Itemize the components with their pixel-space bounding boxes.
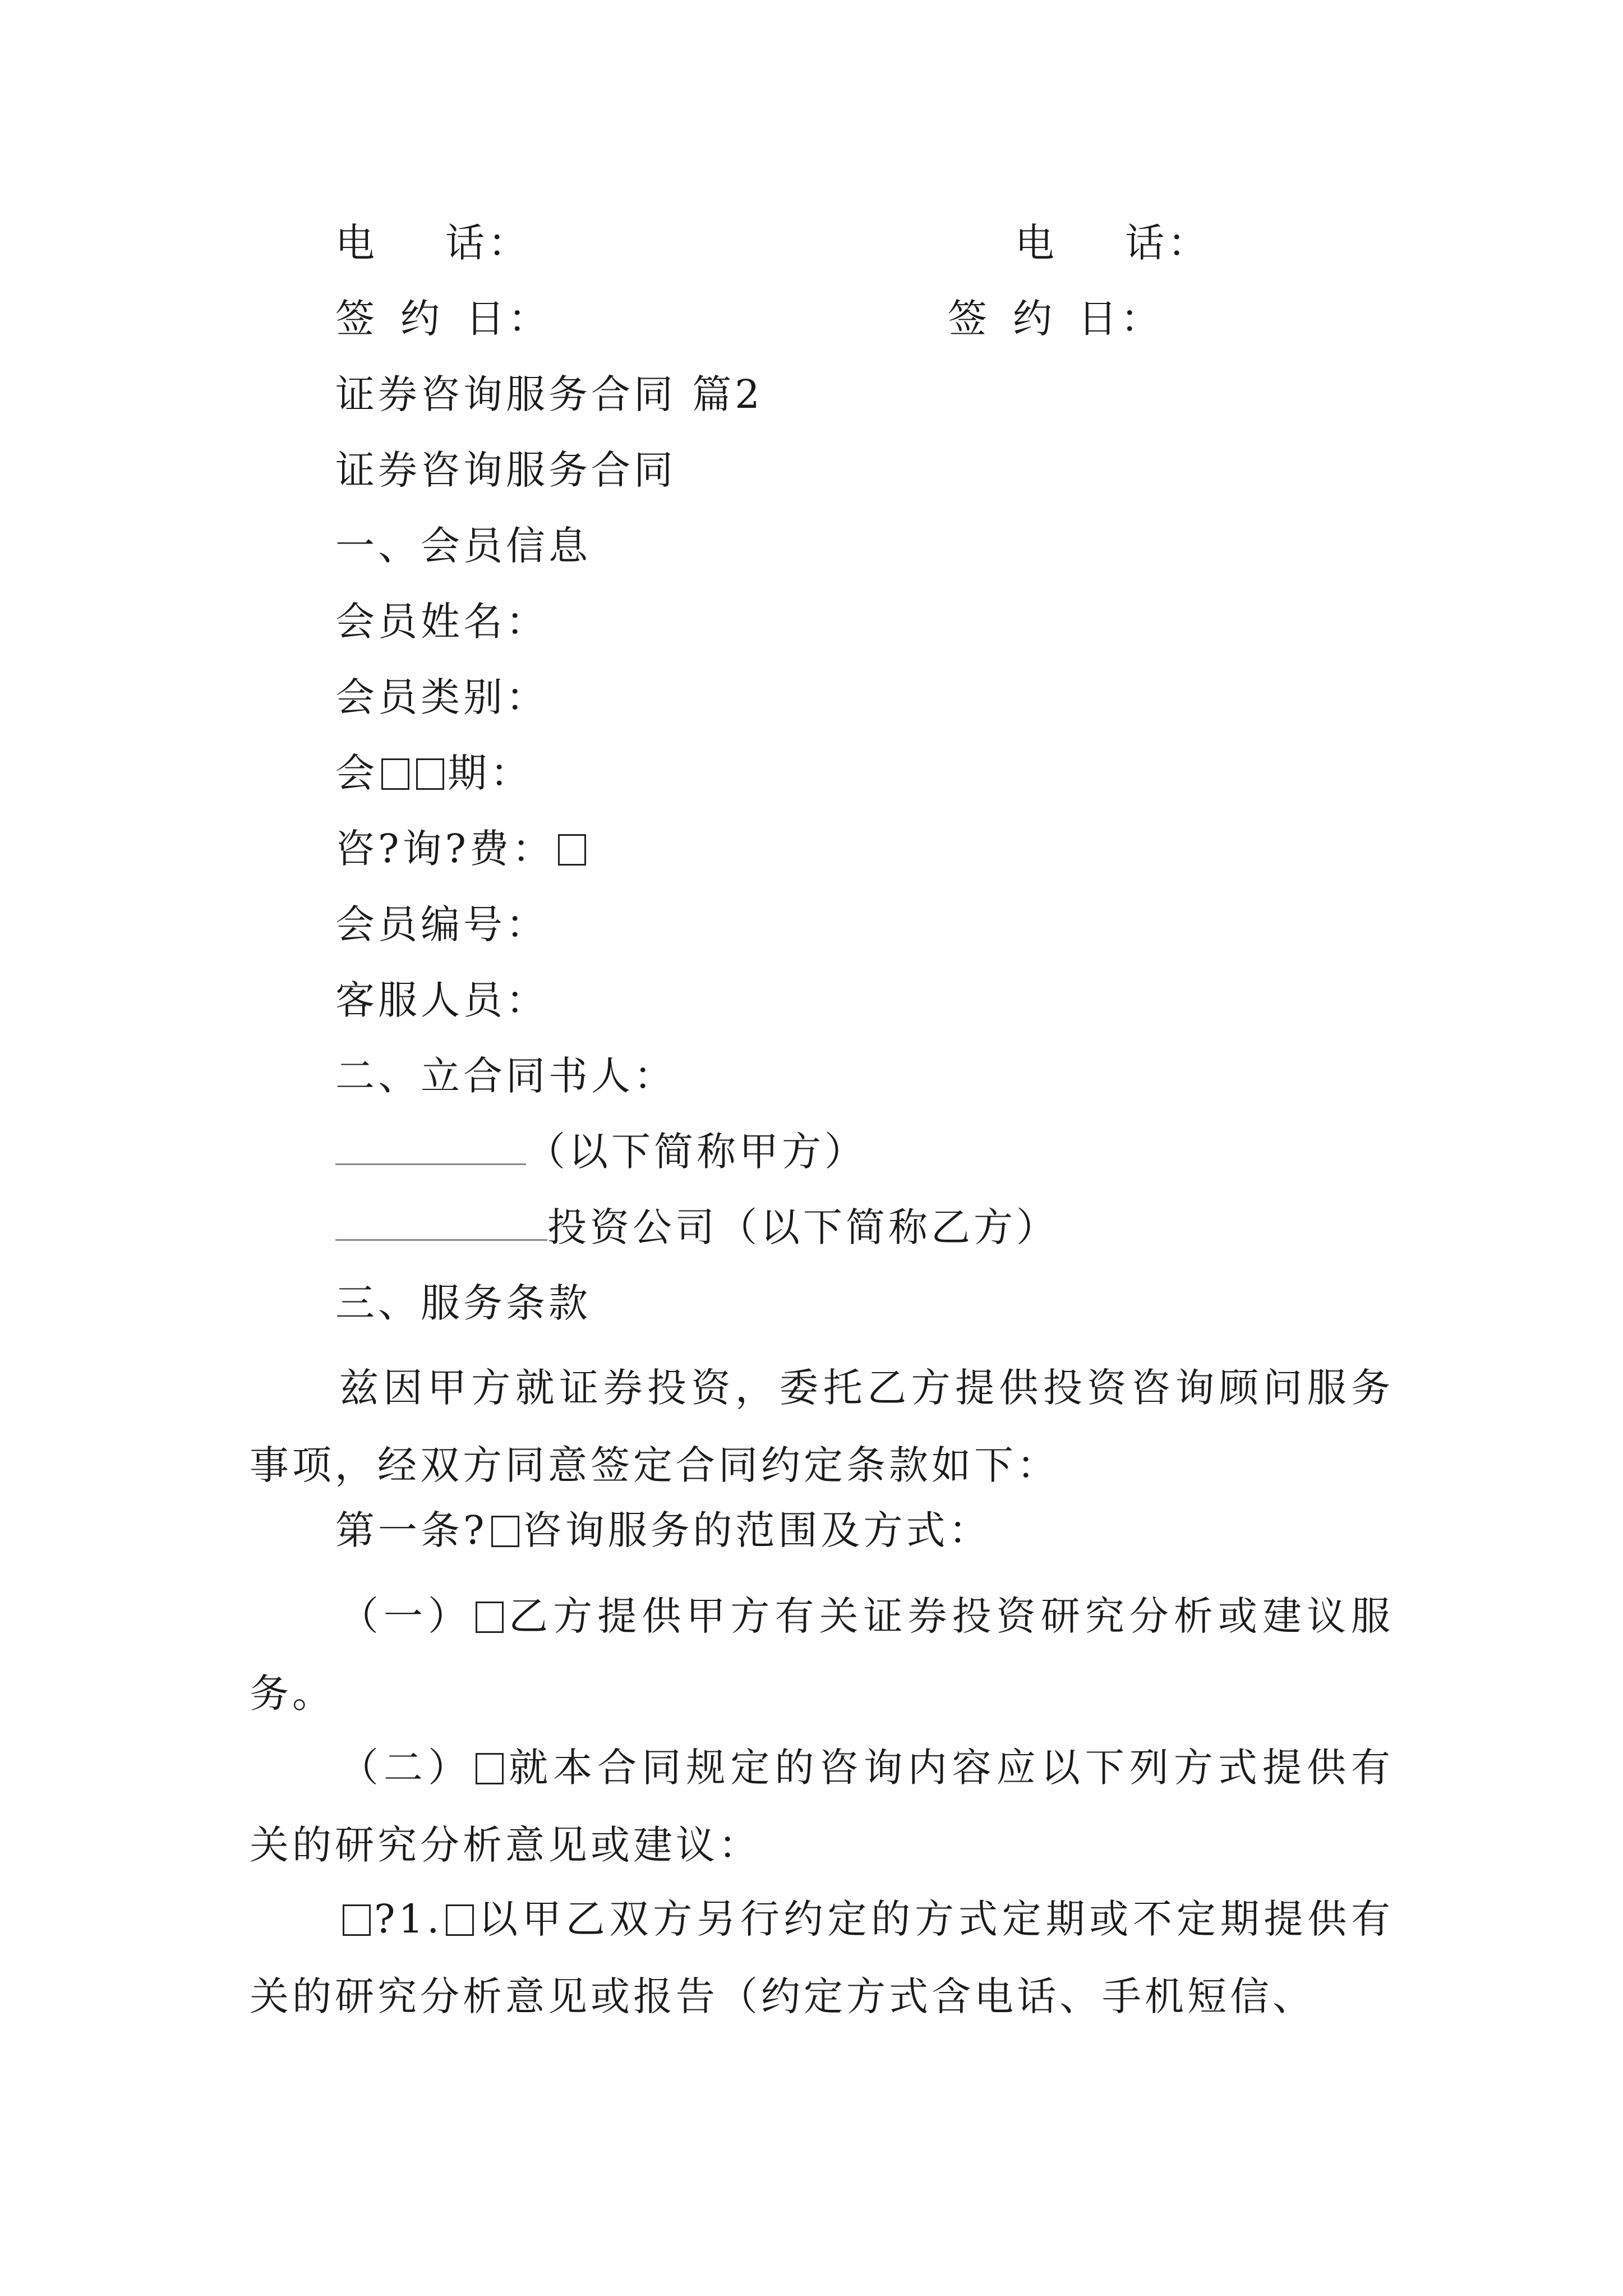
service-staff-label: 客服人员： [335,977,548,1023]
missing-glyph-box [343,1904,371,1936]
party-b-line: 投资公司（以下简称乙方） [335,1202,1059,1253]
missing-glyph-box [446,1904,474,1936]
missing-glyph-box [558,834,586,866]
missing-glyph-box [491,1516,519,1547]
missing-glyph-box [416,758,444,790]
right-phone-label: 电 话： [1015,220,1210,266]
contract-title: 证券咨询服务合同 [335,447,676,493]
member-number-label: 会员编号： [335,901,548,947]
contract-title-with-part: 证券咨询服务合同 篇2 [335,371,763,417]
terms-intro-paragraph: 兹因甲方就证券投资，委托乙方提供投资咨询顾问服务事项，经双方同意签定合同约定条款如下： [250,1365,1394,1488]
missing-glyph-box [381,758,409,790]
item-2-paragraph: （二） 就本合同规定的咨询内容应以下列方式提供有关的研究分析意见或建议： [250,1745,1394,1868]
member-name-label: 会员姓名： [335,599,548,645]
party-a-line: （以下简称甲方） [335,1126,867,1177]
missing-glyph-box [476,1753,504,1784]
article-1-title: 第一条? 咨询服务的范围及方式： [335,1507,992,1553]
parties-heading: 二、立合同书人： [335,1053,676,1099]
missing-glyph-box [476,1602,504,1633]
right-sign-date-label: 签 约 日： [948,296,1163,342]
party-b-blank [335,1203,547,1241]
consulting-fee-label: 咨?询?费： [335,823,589,874]
member-info-heading: 一、会员信息 [335,523,591,569]
sub-item-1-paragraph: ?1. 以甲乙双方另行约定的方式定期或不定期提供有关的研究分析意见或报告（约定方式含电话、手机短信、 [250,1896,1394,2019]
left-sign-date-label: 签 约 日： [335,296,551,342]
member-category-label: 会员类别： [335,674,548,720]
party-a-blank [335,1128,526,1165]
member-period-label: 会 期： [335,750,533,796]
item-1-paragraph: （一） 乙方提供甲方有关证券投资研究分析或建议服务。 [250,1593,1394,1717]
left-phone-label: 电 话： [335,220,531,266]
terms-heading: 三、服务条款 [335,1280,591,1326]
